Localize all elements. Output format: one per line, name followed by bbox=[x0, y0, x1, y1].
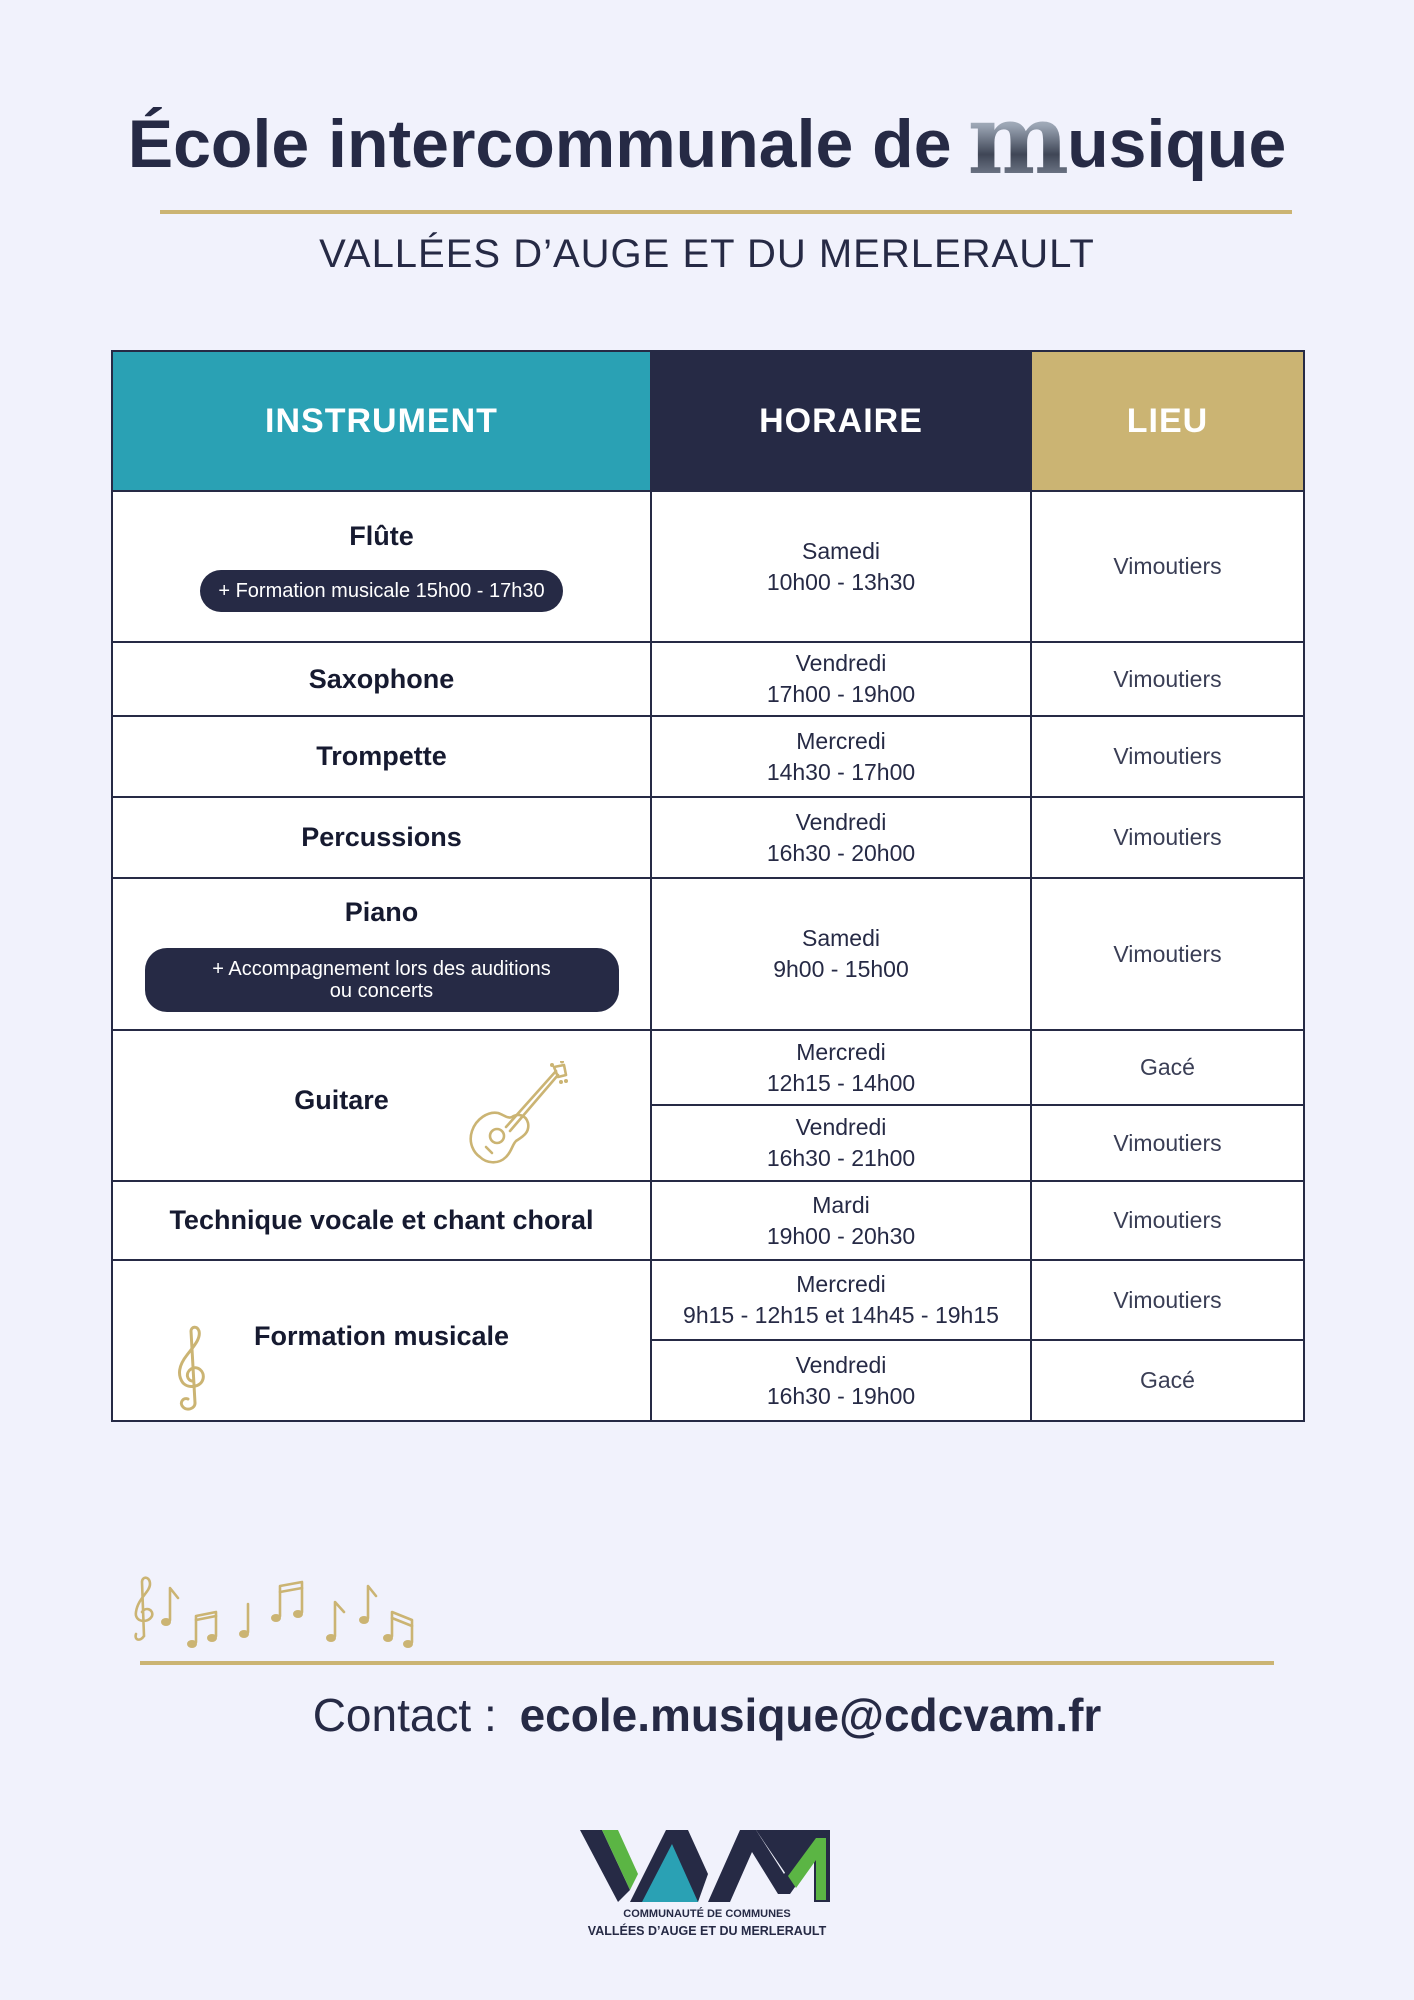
instrument-cell: Percussions bbox=[112, 797, 651, 878]
day: Vendredi bbox=[795, 1351, 887, 1378]
instrument-cell bbox=[112, 1260, 651, 1421]
place-cell: Vimoutiers bbox=[1031, 491, 1304, 642]
place-cell: Vimoutiers bbox=[1031, 797, 1304, 878]
instrument-name: Formation musicale bbox=[253, 1321, 510, 1351]
time: 16h30 - 21h00 bbox=[766, 1145, 916, 1171]
table-row bbox=[112, 1181, 1304, 1260]
schedule-cell bbox=[651, 642, 1031, 716]
logo-line-1: COMMUNAUTÉ DE COMMUNES bbox=[623, 1908, 791, 1920]
title-prefix: École intercommunale de bbox=[127, 106, 952, 182]
table-row bbox=[112, 716, 1304, 797]
contact-label: Contact : bbox=[312, 1689, 497, 1741]
music-notes-icon bbox=[130, 1572, 420, 1652]
place-cell: Vimoutiers bbox=[1031, 716, 1304, 797]
time: 17h00 - 19h00 bbox=[766, 681, 916, 707]
schedule-cell bbox=[651, 797, 1031, 878]
instrument-name: Piano bbox=[344, 896, 419, 927]
instrument-name: Guitare bbox=[294, 1085, 389, 1115]
instrument-name: Flûte bbox=[349, 521, 414, 551]
schedule-cell bbox=[651, 716, 1031, 797]
place-cell: Gacé bbox=[1031, 1340, 1304, 1421]
table-row bbox=[112, 642, 1304, 716]
guitar-icon bbox=[458, 1061, 568, 1171]
schedule-cell bbox=[651, 878, 1031, 1030]
day: Samedi bbox=[802, 537, 880, 564]
time: 14h30 - 17h00 bbox=[766, 758, 916, 785]
day: Mercredi bbox=[796, 1038, 886, 1065]
schedule-cell bbox=[651, 1181, 1031, 1260]
time: 19h00 - 20h30 bbox=[766, 1222, 916, 1249]
schedule-cell bbox=[651, 1340, 1031, 1421]
column-header-horaire: HORAIRE bbox=[651, 351, 1031, 491]
day: Samedi bbox=[802, 925, 880, 951]
page-subtitle: VALLÉES D’AUGE ET DU MERLERAULT bbox=[319, 232, 1095, 276]
schedule-cell bbox=[651, 491, 1031, 642]
time: 16h30 - 19h00 bbox=[766, 1382, 916, 1409]
footer-divider bbox=[140, 1661, 1274, 1665]
day: Mardi bbox=[812, 1191, 870, 1218]
extra-note-badge: + Accompagnement lors des auditions ou concerts bbox=[145, 948, 619, 1012]
title-suffix: usique bbox=[1067, 106, 1287, 182]
contact-email-link[interactable]: ecole.musique@cdcvam.fr bbox=[519, 1689, 1102, 1741]
table-row bbox=[112, 797, 1304, 878]
instrument-cell: Trompette bbox=[112, 716, 651, 797]
day: Vendredi bbox=[795, 808, 887, 835]
instrument-cell: Saxophone bbox=[112, 642, 651, 716]
table-row bbox=[112, 1030, 1304, 1105]
day: Vendredi bbox=[795, 1114, 887, 1140]
instrument-cell bbox=[112, 878, 651, 1030]
treble-clef-icon bbox=[173, 1325, 213, 1411]
contact-line bbox=[0, 1688, 1414, 1742]
day: Mercredi bbox=[796, 727, 886, 754]
time: 12h15 - 14h00 bbox=[766, 1069, 916, 1096]
place-cell: Gacé bbox=[1031, 1030, 1304, 1105]
time: 9h15 - 12h15 et 14h45 - 19h15 bbox=[683, 1302, 999, 1328]
column-header-instrument: INSTRUMENT bbox=[112, 351, 651, 491]
logo-line-2: VALLÉES D’AUGE ET DU MERLERAULT bbox=[587, 1924, 827, 1938]
schedule-table bbox=[111, 350, 1305, 1422]
place-cell: Vimoutiers bbox=[1031, 1105, 1304, 1181]
place-cell: Vimoutiers bbox=[1031, 1260, 1304, 1340]
schedule-cell bbox=[651, 1105, 1031, 1181]
day: Mercredi bbox=[796, 1271, 886, 1297]
extra-note-badge: + Formation musicale 15h00 - 17h30 bbox=[200, 570, 562, 612]
column-header-lieu: LIEU bbox=[1031, 351, 1304, 491]
instrument-cell bbox=[112, 1030, 651, 1181]
schedule-cell bbox=[651, 1260, 1031, 1340]
table-row bbox=[112, 1260, 1304, 1340]
schedule-cell bbox=[651, 1030, 1031, 1105]
time: 16h30 - 20h00 bbox=[766, 839, 916, 866]
place-cell: Vimoutiers bbox=[1031, 642, 1304, 716]
table-header-row bbox=[112, 351, 1304, 491]
place-cell: Vimoutiers bbox=[1031, 1181, 1304, 1260]
header-divider bbox=[160, 210, 1292, 214]
table-row bbox=[112, 878, 1304, 1030]
time: 10h00 - 13h30 bbox=[766, 568, 916, 595]
time: 9h00 - 15h00 bbox=[773, 956, 909, 982]
title-m-letter: m bbox=[967, 83, 1070, 196]
table-row bbox=[112, 491, 1304, 642]
day: Vendredi bbox=[795, 650, 887, 676]
vam-logo-icon bbox=[580, 1830, 840, 1920]
instrument-cell bbox=[112, 491, 651, 642]
instrument-cell: Technique vocale et chant choral bbox=[112, 1181, 651, 1260]
page-title bbox=[0, 83, 1414, 196]
place-cell: Vimoutiers bbox=[1031, 878, 1304, 1030]
